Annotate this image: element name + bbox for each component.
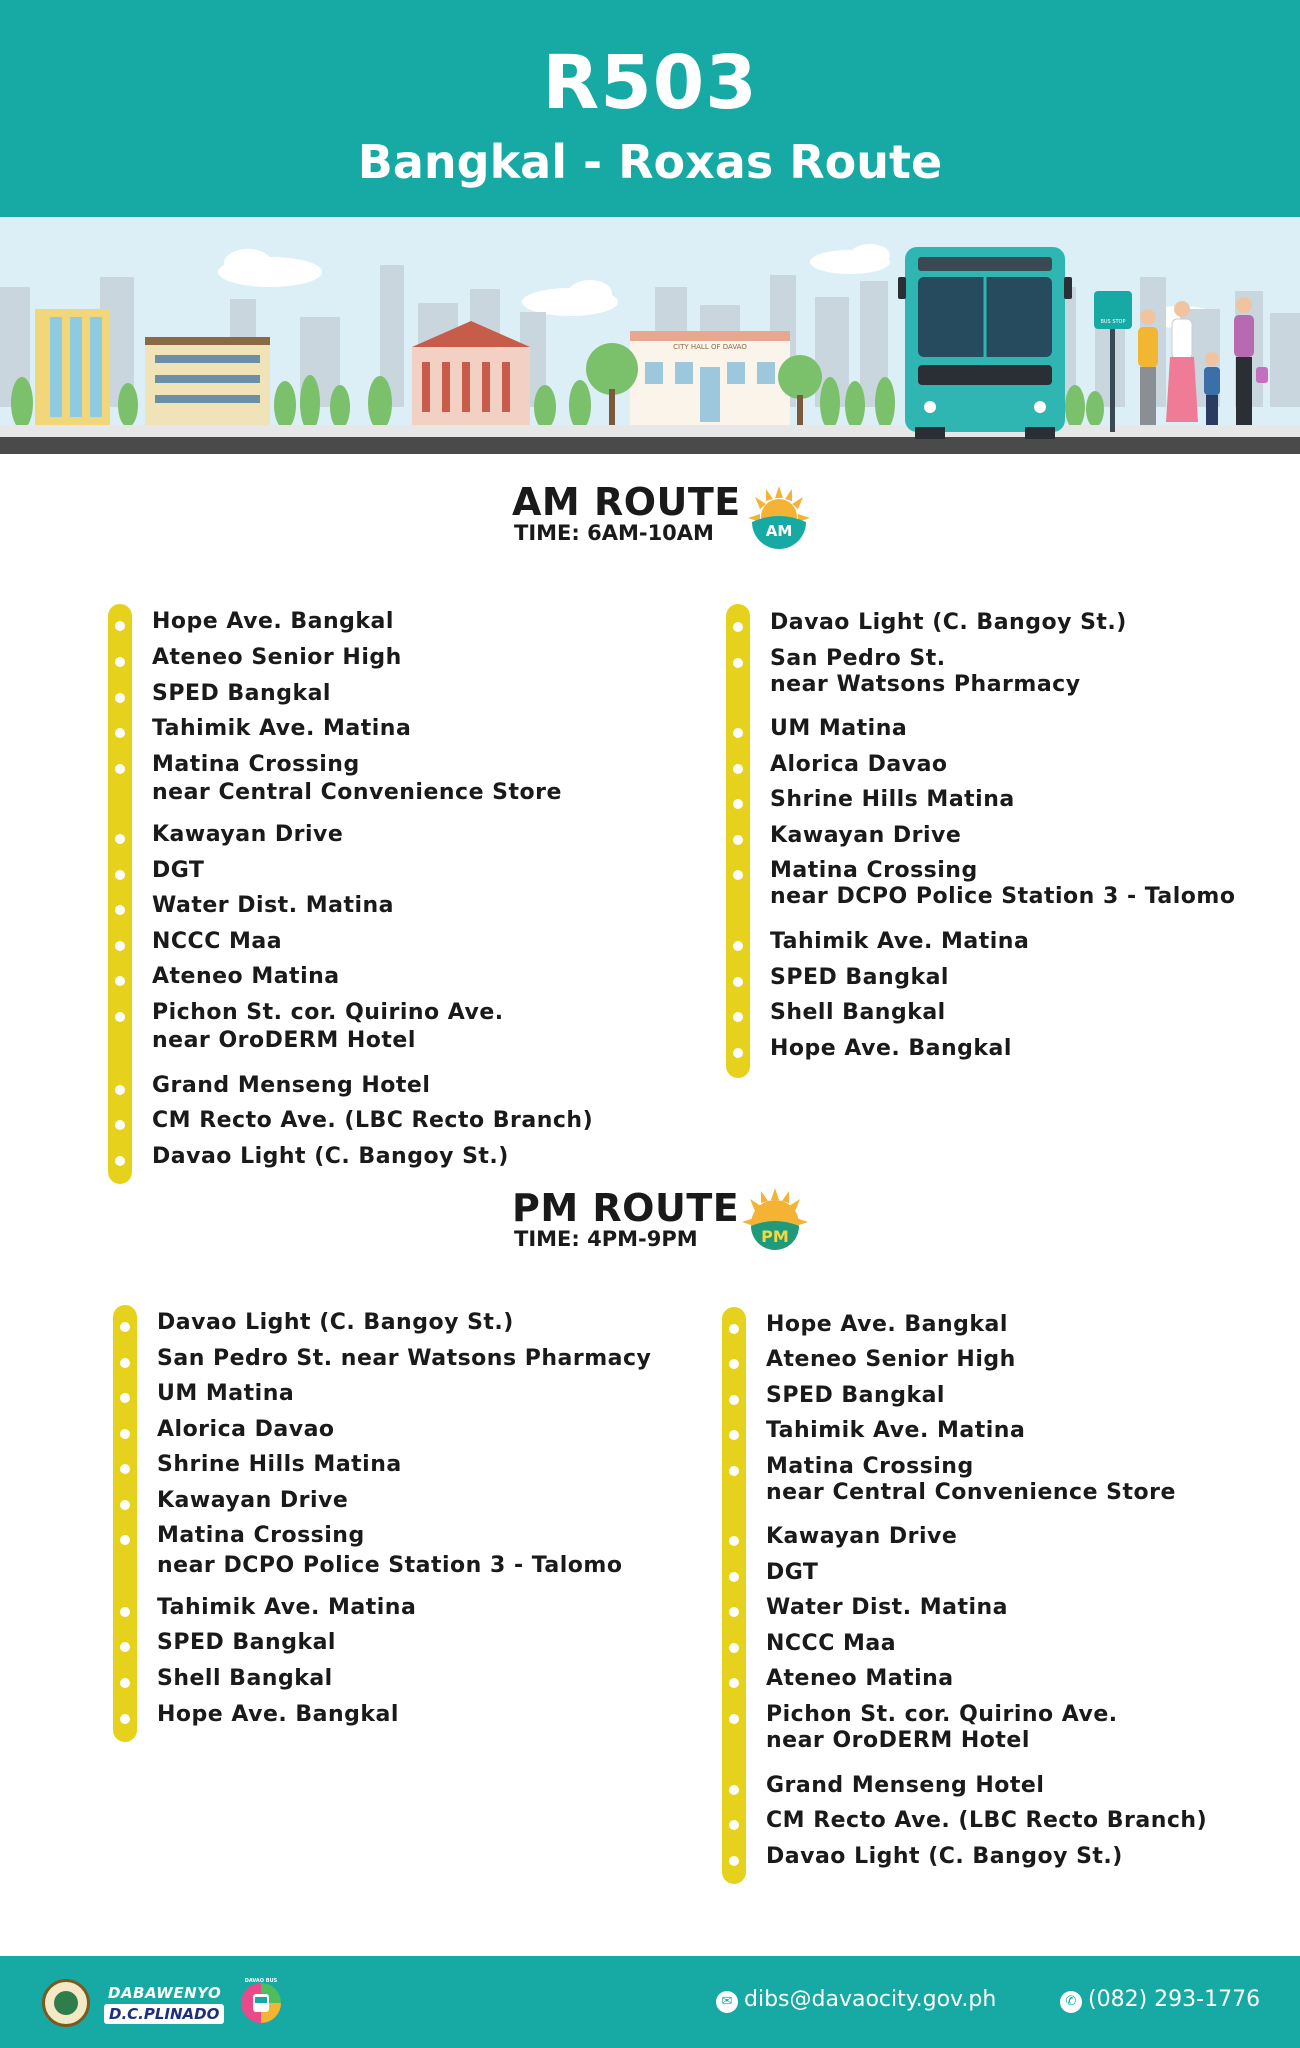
stop-name-detail: near Central Convenience Store [766, 1480, 1176, 1505]
stop-dot [733, 835, 743, 845]
pm-route-heading [512, 1186, 812, 1276]
stop-dot [120, 1714, 130, 1724]
stop-dot [729, 1607, 739, 1617]
bus-stop-sign: BUS STOP [1100, 319, 1126, 325]
stop-dot [120, 1607, 130, 1617]
stop-dot [115, 1012, 125, 1022]
stop-dot [733, 658, 743, 668]
stop-name: Matina Crossing [152, 752, 360, 777]
stop-dot [733, 870, 743, 880]
city-seal-logo [42, 1979, 90, 2027]
stop-dot [115, 834, 125, 844]
stop-name: Matina Crossing [766, 1454, 974, 1479]
city-bus-illustration [0, 217, 1300, 454]
stop-name: Tahimik Ave. Matina [152, 716, 412, 741]
stop-dot [729, 1820, 739, 1830]
am-route-heading [512, 480, 812, 570]
stop-name: DGT [152, 858, 205, 883]
stop-dot [733, 977, 743, 987]
phone-contact[interactable] [1060, 1986, 1260, 2014]
stop-dot [729, 1572, 739, 1582]
stop-name: Kawayan Drive [157, 1488, 349, 1513]
pm-route-stops-return [113, 1302, 673, 1742]
stop-dot [729, 1359, 739, 1369]
stop-name: UM Matina [157, 1381, 295, 1406]
phone-number: (082) 293-1776 [1088, 1987, 1261, 2012]
stop-name: San Pedro St. near Watsons Pharmacy [157, 1346, 652, 1371]
email-contact[interactable] [716, 1986, 996, 2014]
stop-dot [115, 1156, 125, 1166]
stop-name: SPED Bangkal [770, 965, 949, 990]
stop-dot [729, 1430, 739, 1440]
stop-dot [120, 1358, 130, 1368]
stop-dot [729, 1536, 739, 1546]
stop-dot [729, 1324, 739, 1334]
stop-dot [120, 1678, 130, 1688]
stop-name: Ateneo Senior High [766, 1347, 1016, 1372]
stop-name: Water Dist. Matina [766, 1595, 1009, 1620]
stop-name: Davao Light (C. Bangoy St.) [766, 1844, 1123, 1869]
stop-name: Tahimik Ave. Matina [157, 1595, 417, 1620]
stop-dot [115, 941, 125, 951]
am-route-time: TIME: 6AM-10AM [514, 521, 714, 545]
stop-dot [729, 1714, 739, 1724]
stop-name: CM Recto Ave. (LBC Recto Branch) [766, 1808, 1208, 1833]
stop-name-detail: near DCPO Police Station 3 - Talomo [157, 1553, 623, 1578]
city-hall-sign: CITY HALL OF DAVAO [673, 343, 747, 351]
stop-dot [115, 976, 125, 986]
phone-icon: ✆ [1060, 1991, 1082, 2013]
bus-logo-text: DAVAO BUS [244, 1978, 278, 1984]
stop-name: Hope Ave. Bangkal [157, 1702, 399, 1727]
stop-name-detail: near Central Convenience Store [152, 780, 562, 805]
stop-dot [115, 870, 125, 880]
stop-name: SPED Bangkal [152, 681, 331, 706]
route-line [113, 1305, 137, 1742]
am-sun-icon [746, 484, 812, 550]
stop-name: Hope Ave. Bangkal [766, 1312, 1008, 1337]
stop-name: Matina Crossing [770, 858, 978, 883]
stop-dot [729, 1678, 739, 1688]
stop-name: UM Matina [770, 716, 908, 741]
stop-name: Ateneo Matina [152, 964, 340, 989]
stop-name: Shell Bangkal [157, 1666, 333, 1691]
stop-name: Hope Ave. Bangkal [152, 609, 394, 634]
stop-dot [729, 1785, 739, 1795]
stop-name: SPED Bangkal [157, 1630, 336, 1655]
route-name: Bangkal - Roxas Route [357, 135, 943, 189]
pm-route-title: PM ROUTE [512, 1186, 740, 1230]
stop-dot [120, 1464, 130, 1474]
stop-name: Shrine Hills Matina [770, 787, 1015, 812]
stop-name: Hope Ave. Bangkal [770, 1036, 1012, 1061]
route-line [108, 604, 132, 1184]
stop-dot [115, 1120, 125, 1130]
stop-name: SPED Bangkal [766, 1383, 945, 1408]
stop-dot [115, 1085, 125, 1095]
stop-name: Davao Light (C. Bangoy St.) [157, 1310, 514, 1335]
stop-dot [733, 941, 743, 951]
stop-dot [733, 764, 743, 774]
stop-dot [115, 905, 125, 915]
stop-name: Water Dist. Matina [152, 893, 395, 918]
stop-name: Kawayan Drive [766, 1524, 958, 1549]
stop-dot [733, 622, 743, 632]
stop-name-detail: near OroDERM Hotel [766, 1728, 1030, 1753]
stop-name: NCCC Maa [766, 1631, 897, 1656]
stop-name: Davao Light (C. Bangoy St.) [152, 1144, 509, 1169]
stop-dot [733, 1048, 743, 1058]
header-banner [0, 0, 1300, 217]
stop-dot [733, 728, 743, 738]
am-route-title: AM ROUTE [512, 480, 741, 524]
pm-route-stops-outbound [722, 1302, 1282, 1884]
stop-name: DGT [766, 1560, 819, 1585]
stop-name: Tahimik Ave. Matina [766, 1418, 1026, 1443]
am-route-stops-return [726, 600, 1286, 1078]
route-code: R503 [542, 40, 758, 126]
stop-dot [120, 1500, 130, 1510]
stop-name: Alorica Davao [770, 752, 948, 777]
stop-name: CM Recto Ave. (LBC Recto Branch) [152, 1108, 594, 1133]
stop-dot [115, 764, 125, 774]
footer [0, 1956, 1300, 2048]
stop-dot [729, 1856, 739, 1866]
stop-dot [115, 693, 125, 703]
davao-bus-logo [236, 1976, 286, 2026]
email-icon: ✉ [716, 1991, 738, 2013]
stop-dot [120, 1429, 130, 1439]
am-badge-label: AM [765, 522, 793, 540]
stop-name: Davao Light (C. Bangoy St.) [770, 610, 1127, 635]
stop-name: Shrine Hills Matina [157, 1452, 402, 1477]
stop-dot [729, 1466, 739, 1476]
stop-name: Kawayan Drive [152, 822, 344, 847]
stop-name: Kawayan Drive [770, 823, 962, 848]
route-line [722, 1307, 746, 1884]
brand-name: D.C.PLINADO [104, 2004, 224, 2024]
stop-name: Shell Bangkal [770, 1000, 946, 1025]
stop-dot [115, 657, 125, 667]
stop-dot [120, 1393, 130, 1403]
stop-dot [733, 799, 743, 809]
stop-name: Grand Menseng Hotel [766, 1773, 1045, 1798]
stop-dot [120, 1642, 130, 1652]
stop-name-detail: near OroDERM Hotel [152, 1028, 416, 1053]
stop-name: San Pedro St. [770, 646, 946, 671]
stop-dot [120, 1322, 130, 1332]
stop-dot [733, 1012, 743, 1022]
stop-name-detail: near DCPO Police Station 3 - Talomo [770, 884, 1236, 909]
stop-dot [729, 1643, 739, 1653]
stop-name: Pichon St. cor. Quirino Ave. [766, 1702, 1118, 1727]
stop-name: Alorica Davao [157, 1417, 335, 1442]
pm-route-time: TIME: 4PM-9PM [514, 1227, 698, 1251]
stop-name-detail: near Watsons Pharmacy [770, 672, 1081, 697]
email-address: dibs@davaocity.gov.ph [744, 1987, 997, 2012]
stop-name: Pichon St. cor. Quirino Ave. [152, 1000, 504, 1025]
stop-name: Tahimik Ave. Matina [770, 929, 1030, 954]
stop-name: Ateneo Matina [766, 1666, 954, 1691]
pm-badge-label: PM [761, 1227, 789, 1246]
brand-tagline: DABAWENYO [108, 1984, 222, 2002]
stop-dot [729, 1395, 739, 1405]
am-route-stops-outbound [108, 600, 668, 1184]
stop-name: NCCC Maa [152, 929, 283, 954]
pm-sun-icon [740, 1186, 810, 1256]
stop-name: Matina Crossing [157, 1523, 365, 1548]
stop-dot [115, 621, 125, 631]
stop-dot [120, 1535, 130, 1545]
stop-dot [115, 728, 125, 738]
stop-name: Ateneo Senior High [152, 645, 402, 670]
stop-name: Grand Menseng Hotel [152, 1073, 431, 1098]
